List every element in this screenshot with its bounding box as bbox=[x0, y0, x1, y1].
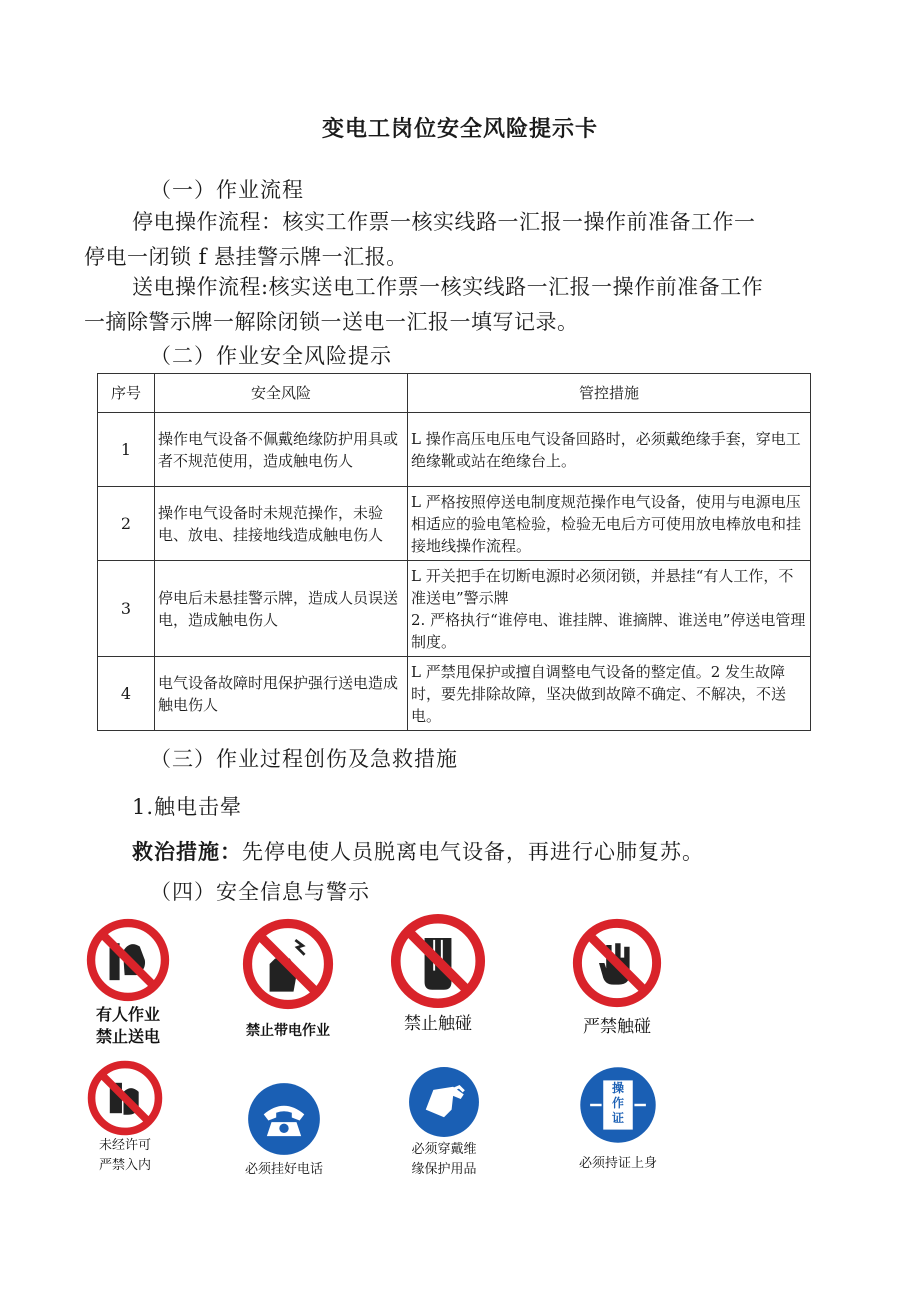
sign-no-entry bbox=[80, 1060, 170, 1176]
send-procedure bbox=[84, 270, 824, 340]
table-row bbox=[98, 413, 811, 487]
section-heading-workflow: （一）作业流程 bbox=[150, 178, 304, 202]
row-measure: L 严禁甩保护或擅自调整电气设备的整定值。2 发生故障时，要先排除故障，坚决做到故障不确定、不解决，不送电。 bbox=[408, 657, 811, 731]
table-row bbox=[98, 487, 811, 561]
sign-no-switching bbox=[78, 918, 178, 1048]
sign-caption: 严禁触碰 bbox=[583, 1017, 651, 1037]
header-risk: 安全风险 bbox=[155, 374, 408, 413]
row-measure: L 严格按照停送电制度规范操作电气设备，使用与电源电压相适应的验电笔检验，检验无电后方可使用放电棒放电和挂接地线操作流程。 bbox=[408, 487, 811, 561]
risk-table bbox=[97, 373, 811, 731]
sign-no-live-work bbox=[228, 918, 348, 1042]
section-heading-risks: （二）作业安全风险提示 bbox=[150, 344, 392, 368]
no-live-work-icon bbox=[242, 918, 334, 1010]
row-measure-2: 2. 严格执行“谁停电、谁挂牌、谁摘牌、谁送电”停送电管理制度。 bbox=[411, 610, 806, 651]
row-measure bbox=[408, 561, 811, 657]
row-no: 4 bbox=[98, 657, 155, 731]
no-entry-icon bbox=[87, 1060, 163, 1136]
no-touch-icon bbox=[390, 913, 486, 1009]
measure-text: 先停电使人员脱离电气设备，再进行心肺复苏。 bbox=[242, 840, 704, 864]
sign-certificate bbox=[566, 1064, 670, 1174]
row-no: 1 bbox=[98, 413, 155, 487]
certificate-icon bbox=[577, 1064, 659, 1146]
sign-caption: 有人作业 禁止送电 bbox=[95, 1005, 160, 1046]
first-aid-item: 1.触电击晕 bbox=[132, 795, 243, 819]
telephone-icon bbox=[245, 1080, 323, 1158]
row-no: 3 bbox=[98, 561, 155, 657]
send-line-1: 送电操作流程:核实送电工作票一核实线路一汇报一操作前准备工作 bbox=[132, 275, 764, 299]
row-risk: 停电后未悬挂警示牌，造成人员误送电，造成触电伤人 bbox=[155, 561, 408, 657]
send-line-2: 一摘除警示牌一解除闭锁一送电一汇报一填写记录。 bbox=[84, 310, 579, 334]
table-row bbox=[98, 657, 811, 731]
row-risk: 操作电气设备时未规范操作，未验电、放电、挂接地线造成触电伤人 bbox=[155, 487, 408, 561]
sign-caption: 必须挂好电话 bbox=[244, 1162, 323, 1177]
row-no: 2 bbox=[98, 487, 155, 561]
row-measure: L 操作高压电压电气设备回路时，必须戴绝缘手套，穿电工绝缘靴或站在绝缘台上。 bbox=[408, 413, 811, 487]
no-switching-icon bbox=[86, 918, 170, 1002]
sign-caption: 未经许可 严禁入内 bbox=[98, 1138, 151, 1173]
table-header-row bbox=[98, 374, 811, 413]
sign-strictly-no-touch bbox=[562, 918, 672, 1038]
sign-no-touch bbox=[378, 913, 498, 1035]
row-measure-1: L 开关把手在切断电源时必须闭锁，并悬挂“有人工作，不准送电”警示牌 bbox=[411, 566, 794, 607]
gloves-icon bbox=[406, 1064, 482, 1140]
sign-caption: 必须持证上身 bbox=[578, 1156, 657, 1171]
page-title: 变电工岗位安全风险提示卡 bbox=[321, 116, 598, 142]
stop-line-2: 停电一闭锁 f 悬挂警示牌一汇报。 bbox=[84, 245, 408, 269]
sign-telephone bbox=[228, 1080, 340, 1180]
header-no: 序号 bbox=[98, 374, 155, 413]
sign-caption: 禁止带电作业 bbox=[246, 1023, 330, 1039]
stop-procedure bbox=[84, 205, 824, 275]
row-risk: 操作电气设备不佩戴绝缘防护用具或者不规范使用，造成触电伤人 bbox=[155, 413, 408, 487]
section-heading-signs: （四）安全信息与警示 bbox=[150, 880, 370, 904]
sign-caption: 必须穿戴维 缘保护用品 bbox=[411, 1142, 477, 1177]
certificate-text: 操 作 证 bbox=[611, 1081, 624, 1125]
first-aid-measure bbox=[132, 836, 704, 866]
section-heading-first-aid: （三）作业过程创伤及急救措施 bbox=[150, 747, 458, 771]
row-risk: 电气设备故障时甩保护强行送电造成触电伤人 bbox=[155, 657, 408, 731]
strictly-no-touch-icon bbox=[572, 918, 662, 1008]
stop-line-1: 停电操作流程：核实工作票一核实线路一汇报一操作前准备工作一 bbox=[132, 210, 756, 234]
table-row bbox=[98, 561, 811, 657]
measure-label: 救治措施： bbox=[132, 839, 242, 864]
sign-caption: 禁止触碰 bbox=[404, 1014, 472, 1034]
header-measure: 管控措施 bbox=[408, 374, 811, 413]
sign-gloves bbox=[392, 1064, 496, 1180]
